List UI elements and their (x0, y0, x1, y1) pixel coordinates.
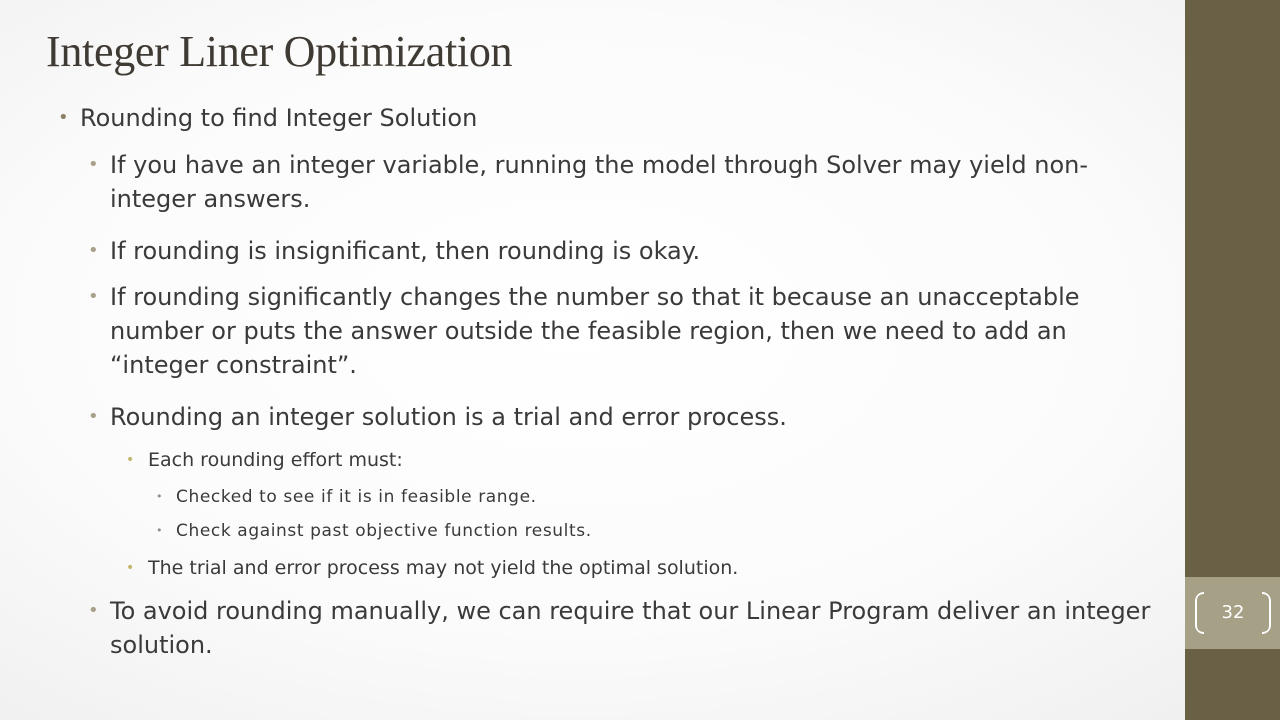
bullet-level1-rounding (58, 100, 1158, 136)
bullet-dot-icon: • (88, 154, 99, 175)
bullet-level2-avoid-rounding (88, 594, 1168, 662)
slide-title: Integer Liner Optimization (46, 27, 513, 76)
bullet-text: Each rounding effort must: (148, 449, 403, 471)
bullet-dot-icon: • (156, 490, 164, 503)
bullet-level2-trial-error (88, 400, 1168, 434)
bullet-dot-icon: • (126, 452, 135, 468)
bullet-dot-icon: • (88, 286, 99, 307)
bullet-dot-icon: • (156, 524, 164, 537)
bullet-text: If rounding is insignificant, then rounding is okay. (110, 237, 701, 265)
bullet-text: If you have an integer variable, running the model through Solver may yield non-integer answers. (110, 151, 1089, 213)
bullet-text: Rounding to find Integer Solution (80, 104, 478, 132)
bullet-dot-icon: • (88, 600, 99, 621)
bullet-text: Rounding an integer solution is a trial and error process. (110, 403, 787, 431)
bullet-level2-insignificant (88, 234, 1168, 268)
bullet-text: The trial and error process may not yield the optimal solution. (148, 557, 739, 579)
bullet-dot-icon: • (126, 560, 135, 576)
bullet-text: To avoid rounding manually, we can require that our Linear Program deliver an integer solution. (110, 597, 1151, 659)
bullet-level3-optimal (126, 554, 1126, 582)
bullet-dot-icon: • (58, 107, 69, 128)
page-number-box (1185, 577, 1280, 649)
bullet-text: Check against past objective function results. (176, 521, 592, 541)
bullet-level4-objective (156, 518, 1116, 544)
bullet-dot-icon: • (88, 240, 99, 261)
bullet-dot-icon: • (88, 406, 99, 427)
page-number-frame (1195, 592, 1271, 634)
bullet-level4-feasible (156, 484, 1116, 510)
bullet-level3-effort (126, 446, 1126, 474)
page-number: 32 (1221, 602, 1245, 623)
bullet-level2-significant (88, 280, 1168, 382)
bullet-level2-non-integer (88, 148, 1168, 216)
bullet-text: Checked to see if it is in feasible range. (176, 487, 537, 507)
bullet-text: If rounding significantly changes the number so that it because an unacceptable number or puts the answer outside the feasible region, then we need to add an “integer constraint”. (110, 283, 1080, 379)
